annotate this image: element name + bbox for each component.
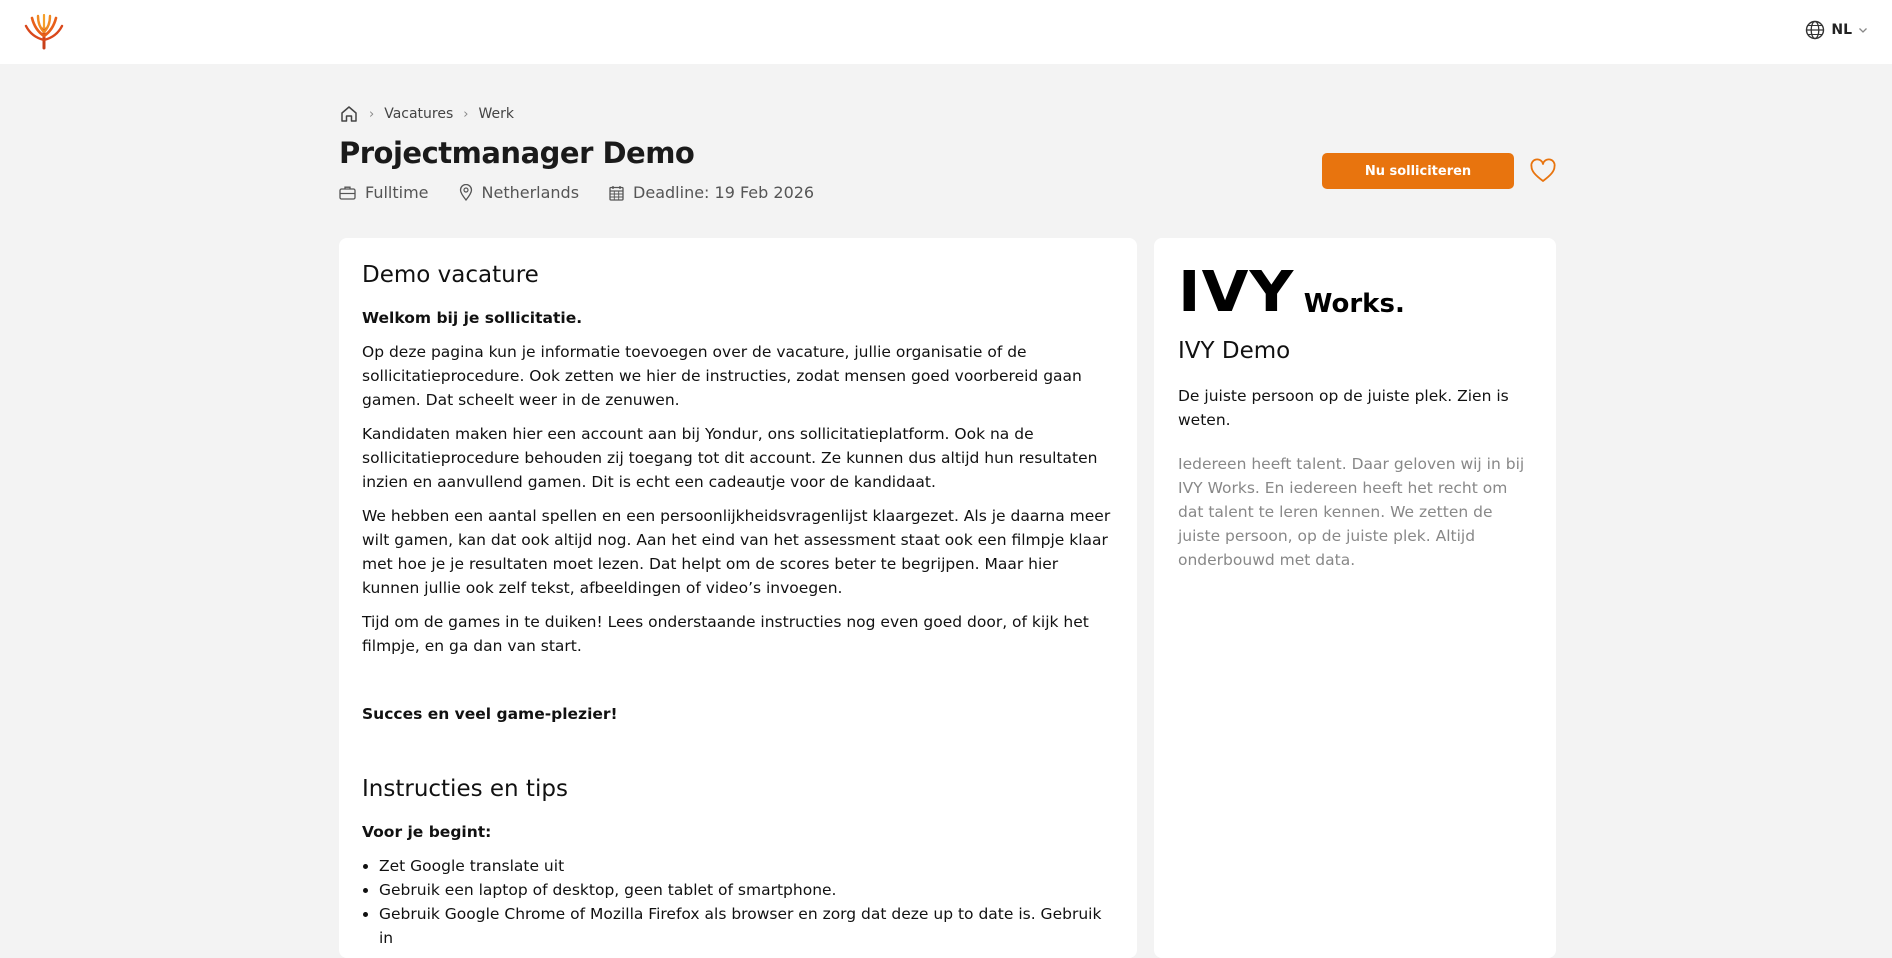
- brand-logo-icon[interactable]: [24, 14, 64, 50]
- language-label: NL: [1831, 22, 1852, 38]
- list-item: • Gebruik Google Chrome of Mozilla Firefox als browser en zorg dat deze up to date is. Gebruik in: [379, 902, 1113, 950]
- employment-type-label: Fulltime: [365, 183, 429, 202]
- job-meta: [339, 183, 844, 202]
- location-pin-icon: [459, 184, 473, 201]
- company-logo-main: IVY: [1178, 260, 1295, 325]
- employment-type: [339, 183, 429, 202]
- language-selector[interactable]: [1805, 20, 1868, 40]
- chevron-right-icon: ›: [463, 106, 469, 122]
- description-paragraph: Kandidaten maken hier een account aan bij Yondur, ons sollicitatieplatform. Ook na de sollicitatieprocedure behouden zij toegang tot dit account. Ze kunnen dus altijd hun resultaten inzien en aanvullend gamen. Dit is echt een cadeautje voor de kandidaat.: [362, 425, 1098, 491]
- company-card: [1154, 238, 1556, 958]
- calendar-icon: [609, 185, 624, 201]
- tips-heading: Instructies en tips: [362, 776, 568, 802]
- list-item: • Zet Google translate uit: [379, 854, 1113, 878]
- tips-list: [362, 854, 1113, 950]
- job-location: [459, 183, 580, 202]
- description-paragraph: We hebben een aantal spellen en een persoonlijkheidsvragenlijst klaargezet. Als je daarna meer wilt gamen, kan dat ook altijd nog. Aan het eind van het assessment staat ook een filmpje klaar met hoe je je resultaten moet lezen. Dat helpt om de scores beter te begrijpen. Maar hier kunnen jullie ook zelf tekst, afbeeldingen of video’s invoegen.: [362, 507, 1111, 597]
- breadcrumb-item-vacatures[interactable]: Vacatures: [384, 106, 454, 122]
- page-title: Projectmanager Demo: [339, 136, 695, 170]
- job-deadline-label: Deadline: 19 Feb 2026: [633, 183, 815, 202]
- list-item: • Gebruik een laptop of desktop, geen tablet of smartphone.: [379, 878, 1113, 902]
- closing-text: Succes en veel game-plezier!: [362, 705, 618, 723]
- globe-icon: [1805, 20, 1825, 40]
- description-paragraph: Op deze pagina kun je informatie toevoegen over de vacature, jullie organisatie of de sollicitatieprocedure. Ook zetten we hier de instructies, zodat mensen goed voorbereid gaan gamen. Dat scheelt weer in de zenuwen.: [362, 343, 1082, 409]
- job-location-label: Netherlands: [481, 183, 580, 202]
- heart-icon[interactable]: [1529, 157, 1557, 185]
- job-description-card: [339, 238, 1137, 958]
- company-name: IVY Demo: [1178, 338, 1291, 364]
- description-paragraph: Tijd om de games in te duiken! Lees onderstaande instructies nog even goed door, of kijk het filmpje, en ga dan van start.: [362, 613, 1089, 655]
- company-tagline: De juiste persoon op de juiste plek. Zien is weten.: [1178, 387, 1509, 429]
- top-bar: [0, 0, 1892, 64]
- home-icon[interactable]: [339, 104, 359, 124]
- before-label: Voor je begint:: [362, 823, 492, 841]
- company-description: Iedereen heeft talent. Daar geloven wij in bij IVY Works. En iedereen heeft het recht om dat talent te leren kennen. We zetten de juiste persoon, op de juiste plek. Altijd onderbouwd met data.: [1178, 455, 1525, 569]
- chevron-down-icon: [1858, 25, 1868, 35]
- breadcrumb: [339, 104, 514, 124]
- description-heading: Demo vacature: [362, 262, 539, 288]
- apply-button[interactable]: Nu solliciteren: [1322, 153, 1514, 189]
- welcome-text: Welkom bij je sollicitatie.: [362, 309, 583, 327]
- job-deadline: [609, 183, 814, 202]
- company-logo-sub: Works.: [1303, 289, 1405, 319]
- breadcrumb-item-werk[interactable]: Werk: [478, 106, 514, 122]
- company-logo: [1178, 260, 1532, 325]
- chevron-right-icon: ›: [369, 106, 375, 122]
- briefcase-icon: [339, 185, 356, 201]
